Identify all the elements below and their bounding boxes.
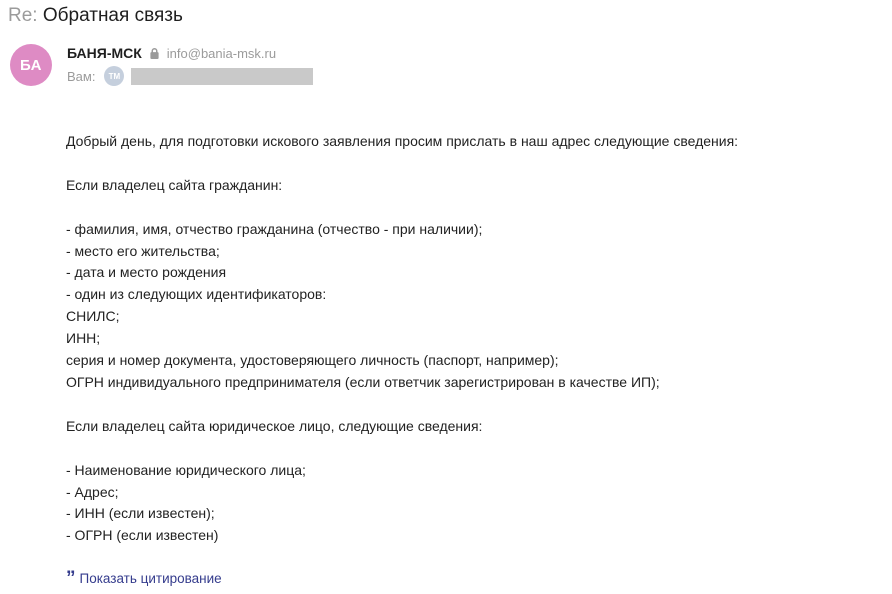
quote-icon: ” xyxy=(66,567,74,589)
body-line: - ИНН (если известен); xyxy=(66,505,215,522)
sender-email[interactable]: info@bania-msk.ru xyxy=(166,45,277,61)
body-line: - место его жительства; xyxy=(66,242,220,259)
body-line: - дата и место рождения xyxy=(66,264,227,281)
body-line xyxy=(66,438,886,460)
body-line: - один из следующих идентификаторов: xyxy=(66,286,327,303)
avatar-initials: БА xyxy=(19,56,43,74)
recipient-badge: TM xyxy=(104,66,124,86)
sender-name[interactable]: БАНЯ-МСК xyxy=(67,45,142,61)
body-line: ИНН; xyxy=(66,330,101,347)
body-line: ОГРН индивидуального предпринимателя (если ответчик зарегистрирован в качестве ИП); xyxy=(66,373,660,390)
lock-icon xyxy=(149,47,160,60)
body-line: - Адрес; xyxy=(66,483,119,500)
body-line xyxy=(66,153,886,175)
recipient-redacted-bar xyxy=(131,68,313,85)
recipient-label: Вам: xyxy=(67,68,96,84)
body-line: Добрый день, для подготовки искового заявления просим прислать в наш адрес следующие сведения: xyxy=(66,133,739,149)
body-line: Если владелец сайта юридическое лицо, следующие сведения: xyxy=(66,417,483,434)
body-line: серия и номер документа, удостоверяющего личность (паспорт, например); xyxy=(66,352,559,369)
body-line: - ОГРН (если известен) xyxy=(66,527,219,544)
body-line xyxy=(66,197,886,219)
body-line: - Наименование юридического лица; xyxy=(66,461,306,478)
body-line xyxy=(66,394,886,416)
body-line: Если владелец сайта гражданин: xyxy=(66,176,283,193)
subject-line xyxy=(8,3,183,29)
sender-avatar[interactable] xyxy=(10,44,52,86)
body-line: СНИЛС; xyxy=(66,308,120,325)
email-body xyxy=(66,131,886,547)
subject-prefix: Re: xyxy=(8,5,43,26)
recipient-row xyxy=(67,66,313,86)
body-line: - фамилия, имя, отчество гражданина (отчество - при наличии); xyxy=(66,220,483,237)
subject-title: Обратная связь xyxy=(42,5,183,26)
sender-row xyxy=(67,45,276,61)
quote-row xyxy=(66,567,222,589)
show-quote-link[interactable]: Показать цитирование xyxy=(79,571,222,586)
